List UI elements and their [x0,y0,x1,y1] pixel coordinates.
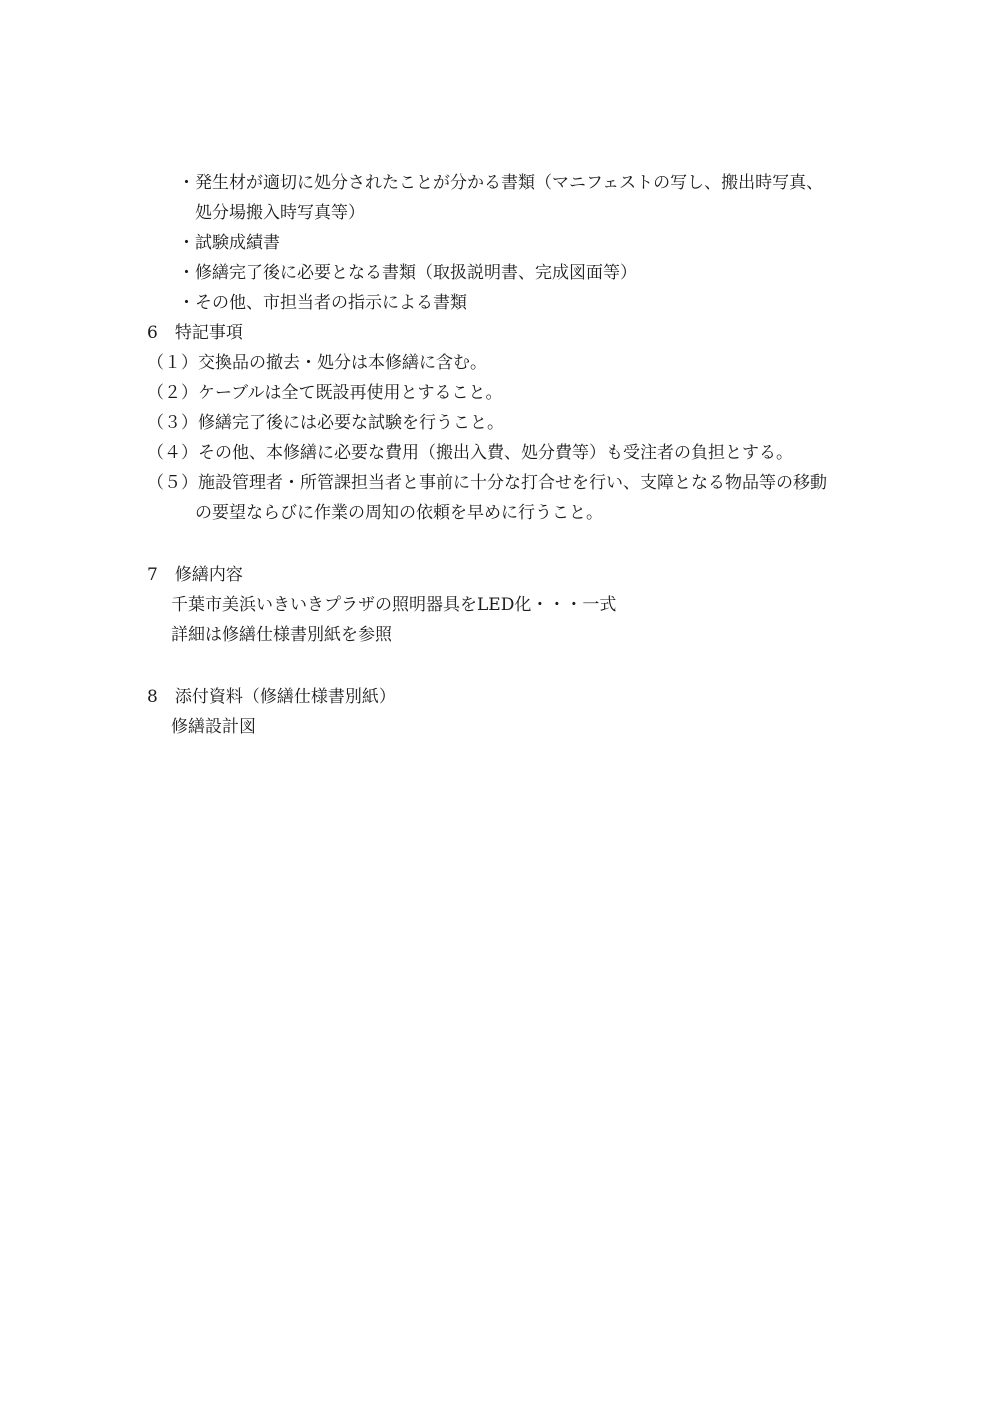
submittal-item: ・発生材が適切に処分されたことが分かる書類（マニフェストの写し、搬出時写真、 [178,173,824,193]
section-heading-special-notes: 6 特記事項 [147,323,243,343]
section-heading-repair-content: 7 修繕内容 [147,565,243,585]
special-note-item: （１）交換品の撤去・処分は本修繕に含む。 [147,353,487,373]
repair-content-line: 詳細は修繕仕様書別紙を参照 [171,625,392,645]
special-note-item: （２）ケーブルは全て既設再使用とすること。 [147,383,503,403]
special-note-item-continuation: の要望ならびに作業の周知の依頼を早めに行うこと。 [195,503,603,523]
submittal-item: ・試験成績書 [178,233,280,253]
submittal-item-continuation: 処分場搬入時写真等） [195,203,365,223]
repair-content-line: 千葉市美浜いきいきプラザの照明器具をLED化・・・一式 [171,595,617,615]
submittal-item: ・修繕完了後に必要となる書類（取扱説明書、完成図面等） [178,263,637,283]
attachment-line: 修繕設計図 [171,717,256,737]
submittal-item: ・その他、市担当者の指示による書類 [178,293,467,313]
special-note-item: （５）施設管理者・所管課担当者と事前に十分な打合せを行い、支障となる物品等の移動 [147,473,827,493]
special-note-item: （３）修繕完了後には必要な試験を行うこと。 [147,413,504,433]
special-note-item: （４）その他、本修繕に必要な費用（搬出入費、処分費等）も受注者の負担とする。 [147,443,793,463]
section-heading-attachments: 8 添付資料（修繕仕様書別紙） [147,687,396,707]
